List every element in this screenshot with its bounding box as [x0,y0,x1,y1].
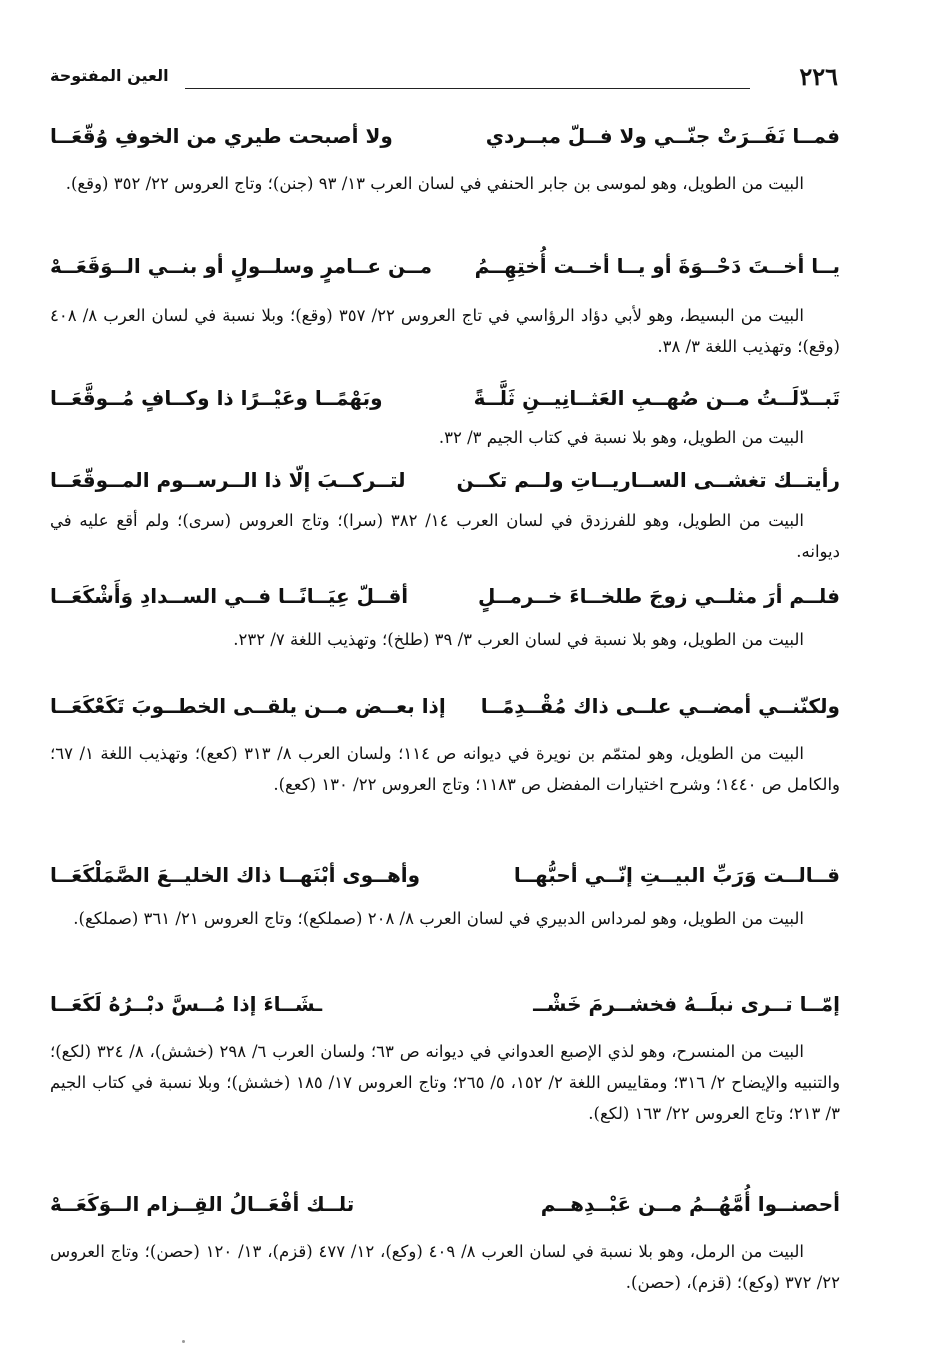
verse [50,990,840,1028]
verse [50,122,840,160]
verse-second-hemistich: ـشَــاءَ إذا مُــسَّ دبْــرُهُ لَكَعَــا [50,992,323,1016]
verse-commentary: البيت من الطويل، وهو لمرداس الدبيري في لسان العرب ٨/ ٢٠٨ (صملكع)؛ وتاج العروس ٢١/ ٣٦١ (صملكع). [73,909,804,928]
verse-first-hemistich: قــالــت وَرَبِّ البيــتِ إنّــي أحبُّهــا [513,863,840,887]
header-rule [185,88,750,89]
verse-first-hemistich: رأيتــك تغشــى الســاريــاتِ ولــم تكــن [456,468,840,492]
verse-commentary: البيت من البسيط، وهو لأبي دؤاد الرؤاسي في تاج العروس ٢٢/ ٣٥٧ (وقع)؛ وبلا نسبة في لسان العرب ٨/ ٤٠٨ (وقع)؛ وتهذيب اللغة ٣/ ٣٨. [50,306,840,356]
verse-first-hemistich: ولكنّنــي أمضــي علــى ذاك مُقْــدِمًــا [480,694,840,718]
verse-second-hemistich: وبَهْمًــا وعَيْــرًا ذا وكــافٍ مُــوقَّعَــا [50,386,383,410]
scan-speck [182,1340,185,1343]
verse-second-hemistich: تلــك أفْعَــالُ القِــزام الــوَكَعَــهْ [50,1192,355,1216]
verse-first-hemistich: أحصنــوا أُمَّهُــمُ مــن عَبْــدِهــم [540,1192,840,1216]
verse-commentary: البيت من الطويل، وهو للفرزدق في لسان العرب ١٤/ ٣٨٢ (سرا)؛ وتاج العروس (سرى)؛ ولم أقع عليه في ديوانه. [50,511,840,561]
verse [50,582,840,620]
verse-commentary: البيت من الطويل، وهو بلا نسبة في كتاب الجيم ٣/ ٣٢. [438,428,804,447]
verse-second-hemistich: مــن عــامرٍ وسلــولٍ أو بنــي الــوَقَعَــهْ [50,254,432,278]
verse [50,861,840,899]
verse-commentary: البيت من الطويل، وهو بلا نسبة في لسان العرب ٣/ ٣٩ (طلخ)؛ وتهذيب اللغة ٧/ ٢٣٢. [233,630,804,649]
verse-commentary: البيت من المنسرح، وهو لذي الإصبع العدواني في ديوانه ص ٦٣؛ ولسان العرب ٦/ ٢٩٨ (خشش)، ٨/ ٣٢٤ (لكع)؛ والتنبيه والإيضاح ٢/ ٣١٦؛ ومقاييس اللغة ٢/ ١٥٢، ٥/ ٢٦٥؛ وتاج العروس ١٧/ ١٨٥ (خشش)؛ وبلا نسبة في كتاب الجيم ٣/ ٢١٣؛ وتاج العروس ٢٢/ ١٦٣ (لكع). [50,1042,841,1123]
verse-second-hemistich: إذا بعــض مــن يلقــى الخطــوبَ تَكَعْكَعَــا [50,694,446,718]
section-title: العين المفتوحة [50,66,169,85]
verse [50,466,840,504]
verse [50,252,840,290]
verse-commentary: البيت من الطويل، وهو لموسى بن جابر الحنفي في لسان العرب ١٣/ ٩٣ (جنن)؛ وتاج العروس ٢٢/ ٣٥٢ (وقع). [65,174,804,193]
verse-first-hemistich: فلــم أرَ مثلــي زوجَ طلخــاءَ خــرمــلٍ [477,584,840,608]
verse-second-hemistich: أقــلّ عِيَــانًــا فــي الســدادِ وَأَشْكَعَــا [50,584,409,608]
page-header [50,62,838,96]
verse [50,692,840,730]
verse-first-hemistich: يــا أخــتَ دَحْــوَةَ أو يــا أخــت أُختِهِــمُ [474,254,840,278]
verse-second-hemistich: وأهــوى أبْنَهــا ذاك الخليــعَ الصَّمَلْكَعَــا [50,863,421,887]
verse [50,384,840,422]
verse-first-hemistich: فمــا نَفَــرَتْ جنّــي ولا فــلّ مبــردي [485,124,840,148]
page-number: ٢٢٦ [799,62,838,91]
verse-first-hemistich: تَبــدّلَــتُ مــن صُهــبِ العَثــانِيــنِ ثَلَّــةً [473,386,840,410]
verse-commentary: البيت من الرمل، وهو بلا نسبة في لسان العرب ٨/ ٤٠٩ (وكع)، ١٢/ ٤٧٧ (قزم)، ١٣/ ١٢٠ (حصن)؛ وتاج العروس ٢٢/ ٣٧٢ (وكع)؛ (قزم)، (حصن). [50,1242,840,1292]
verse-second-hemistich: ولا أصبحت طيري من الخوفِ وُقّعَــا [50,124,393,148]
verse-commentary: البيت من الطويل، وهو لمتمّم بن نويرة في ديوانه ص ١١٤؛ ولسان العرب ٨/ ٣١٣ (كعع)؛ وتهذيب اللغة ١/ ٦٧؛ والكامل ص ١٤٤٠؛ وشرح اختيارات المفضل ص ١١٨٣؛ وتاج العروس ٢٢/ ١٣٠ (كعع). [50,744,840,794]
verse [50,1190,840,1228]
verse-second-hemistich: لتــركــبَ إلّا ذا الــرســوم المــوقّعَــا [50,468,406,492]
verse-first-hemistich: إمّــا تــرى نبلَــهُ فخشــرمَ خَشْــ [533,992,840,1016]
